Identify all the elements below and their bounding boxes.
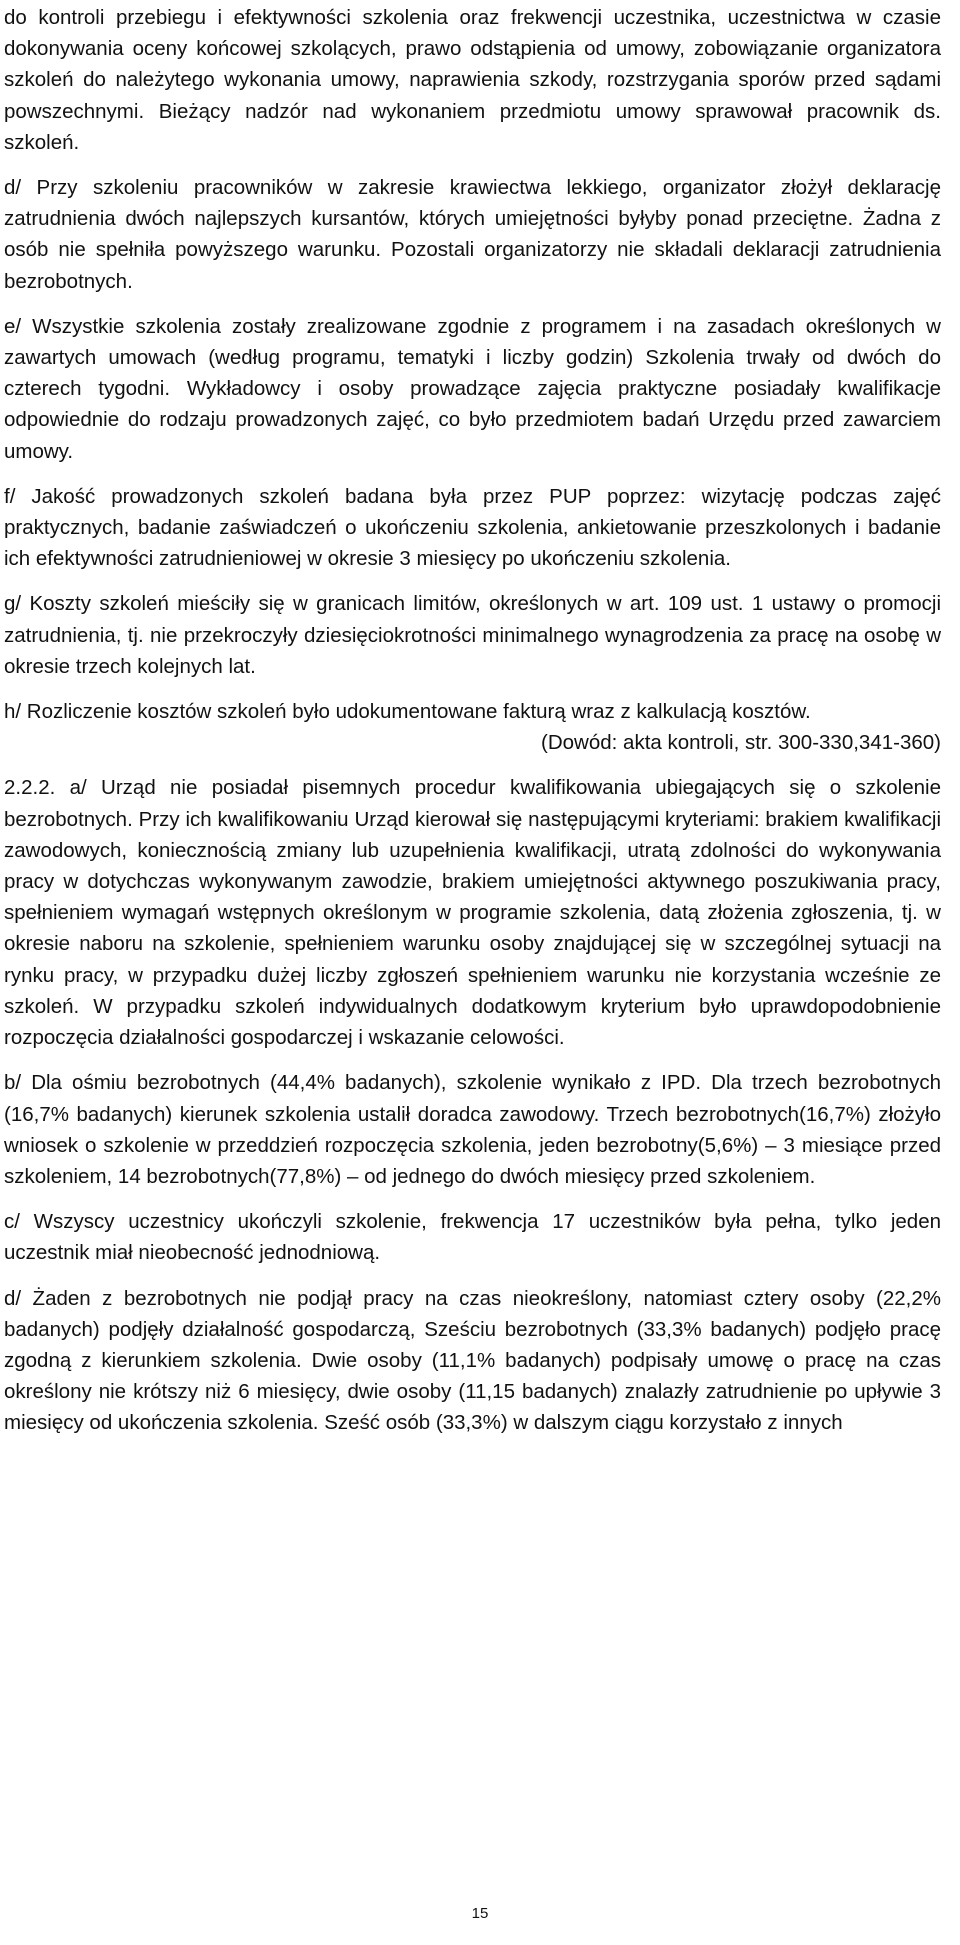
section-2-2-2-c: c/ Wszyscy uczestnicy ukończyli szkolenie, frekwencja 17 uczestników była pełna, tylko jeden uczestnik miał nieobecność jednodniową.	[4, 1210, 941, 1265]
paragraph-d: d/ Przy szkoleniu pracowników w zakresie krawiectwa lekkiego, organizator złożył deklarację zatrudnienia dwóch najlepszych kursantów, których umiejętności byłyby ponad przeciętne. Żadna z osób nie spełniła powyższego warunku. Pozostali organizatorzy nie składali deklaracji zatrudnienia bezrobotnych.	[4, 176, 941, 293]
evidence-reference: (Dowód: akta kontroli, str. 300-330,341-360)	[541, 731, 941, 755]
paragraph-e: e/ Wszystkie szkolenia zostały zrealizowane zgodnie z programem i na zasadach określonych w zawartych umowach (według programu, tematyki i liczby godzin) Szkolenia trwały od dwóch do czterech tygodni. Wykładowcy i osoby prowadzące zajęcia praktyczne posiadały kwalifikacje odpowiednie do rodzaju prowadzonych zajęć, co było przedmiotem badań Urzędu przed zawarciem umowy.	[4, 314, 941, 463]
section-2-2-2-b: b/ Dla ośmiu bezrobotnych (44,4% badanych), szkolenie wynikało z IPD. Dla trzech bezrobotnych (16,7% badanych) kierunek szkolenia ustalił doradca zawodowy. Trzech bezrobotnych(16,7%) złożyło wniosek o szkolenie w przeddzień rozpoczęcia szkolenia, jeden bezrobotny(5,6%) – 3 miesiące przed szkoleniem, 14 bezrobotnych(77,8%) – od jednego do dwóch miesięcy przed szkoleniem.	[4, 1071, 941, 1188]
paragraph-intro: do kontroli przebiegu i efektywności szkolenia oraz frekwencji uczestnika, uczestnictwa w czasie dokonywania oceny końcowej szkolących, prawo odstąpienia od umowy, zobowiązanie organizatora szkoleń do należytego wykonania umowy, naprawienia szkody, rozstrzygania sporów przed sądami powszechnymi. Bieżący nadzór nad wykonaniem przedmiotu umowy sprawował pracownik ds. szkoleń.	[4, 6, 941, 154]
section-2-2-2-d: d/ Żaden z bezrobotnych nie podjął pracy na czas nieokreślony, natomiast cztery osoby (22,2% badanych) podjęły działalność gospodarczą, Sześciu bezrobotnych (33,3% badanych) podjęło pracę zgodną z kierunkiem szkolenia. Dwie osoby (11,1% badanych) podpisały umowę o pracę na czas określony nie krótszy niż 6 miesięcy, dwie osoby (11,15 badanych) znalazły zatrudnienie po upływie 3 miesięcy od ukończenia szkolenia. Sześć osób (33,3%) w dalszym ciągu korzystało z innych	[4, 1286, 941, 1435]
paragraph-f: f/ Jakość prowadzonych szkoleń badana była przez PUP poprzez: wizytację podczas zajęć praktycznych, badanie zaświadczeń o ukończeniu szkolenia, ankietowanie przeszkolonych i badanie ich efektywności zatrudnieniowej w okresie 3 miesięcy po ukończeniu szkolenia.	[4, 484, 941, 571]
paragraph-g: g/ Koszty szkoleń mieściły się w granicach limitów, określonych w art. 109 ust. 1 ustawy o promocji zatrudnienia, tj. nie przekroczyły dziesięciokrotności minimalnego wynagrodzenia za pracę na osobę w okresie trzech kolejnych lat.	[4, 592, 941, 678]
paragraph-h: h/ Rozliczenie kosztów szkoleń było udokumentowane fakturą wraz z kalkulacją kosztów.	[4, 700, 811, 724]
section-2-2-2-a: 2.2.2. a/ Urząd nie posiadał pisemnych procedur kwalifikowania ubiegających się o szkolenie bezrobotnych. Przy ich kwalifikowaniu Urząd kierował się następującymi kryteriami: brakiem kwalifikacji zawodowych, koniecznością zmiany lub uzupełnienia kwalifikacji, utratą zdolności do wykonywania pracy w dotychczas wykonywanym zawodzie, brakiem umiejętności aktywnego poszukiwania pracy, spełnieniem wymagań wstępnych określonym w programie szkolenia, datą złożenia zgłoszenia, tj. w okresie naboru na szkolenie, spełnieniem warunku osoby znajdującej się w szczególnej sytuacji na rynku pracy, w przypadku dużej liczby zgłoszeń spełnieniem warunku nie korzystania wcześnie ze szkoleń. W przypadku szkoleń indywidualnych dodatkowym kryterium było uprawdopodobnienie rozpoczęcia działalności gospodarczej i wskazanie celowości.	[4, 776, 941, 1050]
page-number: 15	[471, 1905, 489, 1922]
